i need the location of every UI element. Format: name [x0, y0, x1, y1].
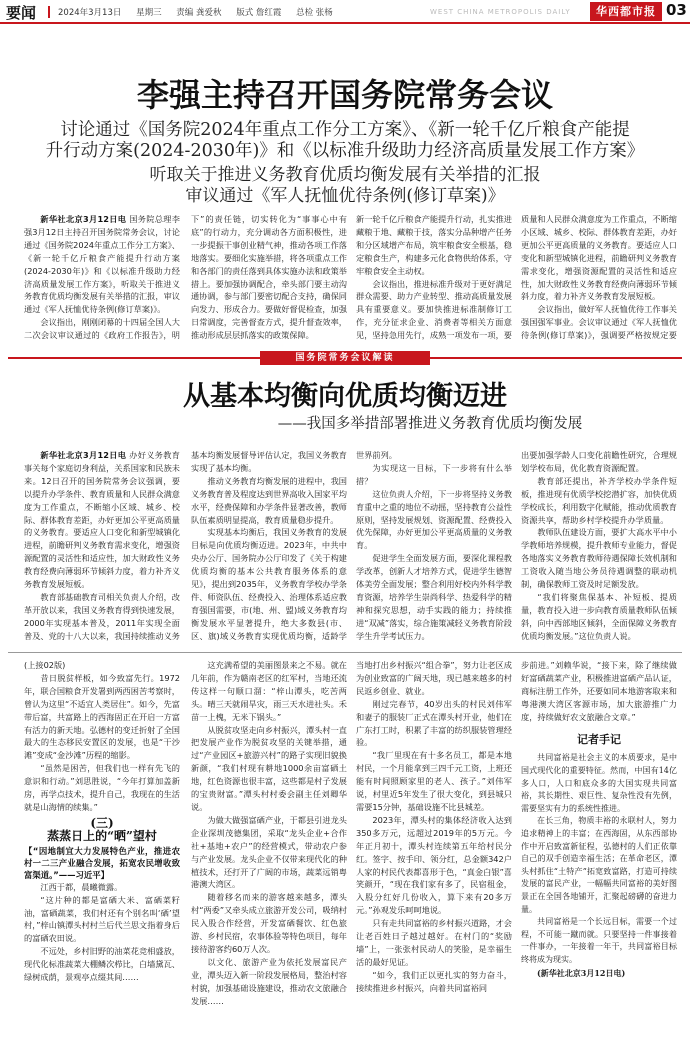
check-credit: 总检 张杨: [296, 8, 333, 18]
story3-col1-text: 昔日脱贫样板，如今致富先行。1972年，联合国粮食开发署到两西困苦考察时，曾认为这里“不适宜人类居住”。如今，先富带后富，共富路上的西海固正在开启一方富有活力的新天地。弘德村的变迁折射了全国最大的生态移民安置区的发展，也是“干沙滩”变成“金沙滩”历程的缩影。: [24, 672, 180, 761]
story3-col3c-text: “我厂里现在有十多名员工，都是本地村民，一个月能拿到三四千元工资，上班还能有时间照顾家里的老人、孩子。”刘伟军说，村里近5年发生了很大变化，到县城只需要15分钟，基础设施不比县城差。: [356, 750, 512, 812]
story3-column-1: [24, 659, 180, 1045]
story1-subhead-1: 讨论通过《国务院2024年重点工作分工方案》、《新一轮千亿斤粮食产能提: [60, 120, 630, 140]
story3-column-4: [521, 659, 677, 1045]
reporter-note-p1: 共同富裕是社会主义的本质要求，是中国式现代化的重要特征。然而，中国有14亿多人口，人口和底众多的大国实现共同富裕，其长期性、艰巨性、复杂性没有先例，需要坚实有力的系统性推进。: [521, 753, 677, 813]
section-title: 要闻: [6, 4, 37, 22]
masthead-english: WEST CHINA METROPOLIS DAILY: [430, 8, 571, 16]
story1-subhead-4: 审议通过《军人抚恤优待条例(修订草案)》: [185, 186, 505, 206]
story2-column-2: [191, 449, 347, 643]
reporter-note-p2: 在长三角，物质丰裕的永联村人，努力追求精神上的丰富；在西海固，从东西部协作中开启致富新征程，弘德村的人们正依靠自己的双手创造幸福生活；在革命老区，潭头村抓住“土特产”拓宽致富路，打造可持续发展的富民产业，一幅幅共同富裕的美好图景正在全国各地铺开，汇聚起磅礴的奋进力量。: [521, 816, 677, 914]
story2-col3d-text: 促进学生全面发展方面，要深化课程教学改革，创新人才培养方式，促进学生德智体美劳全面发展；整合利用好校内外科学教育资源，培养学生崇尚科学、热爱科学的精神和探究思想，动手实践的能力；持续推进“双减”落实，综合施策减轻义务教育阶段学生升学考试压力。: [356, 553, 512, 641]
story3-col2c-text: 为做大做强富硒产业，于都县引进龙头企业深圳茂德集团，采取“龙头企业+合作社+基地+农户”的经营模式，带动农户参与产业发展。龙头企业不仅带来现代化的种植技术，还打开了广阔的市场，蔬菜远销粤港澳大湾区。: [191, 814, 347, 890]
chapter-number: (三): [90, 815, 114, 830]
story3-col2-text: 这充满希望的美丽图景来之不易。就在几年前，作为赣南老区的红军村，当地还流传这样一句顺口溜：“梓山潭头，吃苦两头。晴三天就闹旱灾，雨三天水进社头。禾苗一上槐，无米下锅头。”: [191, 660, 347, 722]
story2-col3b-text: 为实现这一目标，下一步将有什么举措？: [356, 462, 512, 486]
story2-col2b-text: 推动义务教育均衡发展的进程中，我国义务教育普及程度达到世界高收入国家平均水平，经费保障和办学条件显著改善，教师队伍素质明显提高，教育质量稳步提升。: [191, 475, 347, 525]
story3-col1e-text: 不远处，乡村旧野的油菜花竞相盛放，现代化标准蔬菜大棚鳞次栉比，白墙黛瓦、绿树成荫，景观亭点缀其间……: [24, 946, 180, 983]
story3-col1d-text: “这片种的都是富硒大米、富硒菜籽油，富硒蔬菜，我们村还有个别名叫‘硒’望村，”梓山镇潭头村村兰后代兰思文指着身后的富硒农田说。: [24, 894, 180, 944]
masthead-info: [58, 6, 345, 18]
reporter-note-p3: 共同富裕是一个长远目标，需要一个过程，不可能一蹴而就。只要坚持一件事接着一件事办，一年接着一年干，共同富裕目标终将成为现实。: [521, 917, 677, 964]
band-label: 国务院常务会议解读: [260, 351, 430, 365]
issue-date: 2024年3月13日: [58, 8, 122, 18]
story3-col3d-text: 2023年，潭头村的集体经济收入达到350多万元，远超过2019年的5万元。今年正月初十，潭头村连续第五年给村民分红。签字、按手印、领分红，总金额342户人家的村民代表都喜形于色，“真金白银”喜笑颜开，“现在我们家有多了，民宿租金，入股分红好几份收入，算下来有20多万元。”孙观发乐呵呵地说。: [356, 814, 512, 916]
story3-col3-text: 当地打出乡村振兴“组合拳”，努力让老区成为创业致富的广阔天地，现已越来越多的村民返乡创业、就业。: [356, 660, 512, 696]
issue-weekday: 星期三: [136, 8, 162, 18]
chapter-lead-quote: 【“因地制宜大力发展特色产业，推进农村一二三产业融合发展，拓宽农民增收致富渠道。”——习近平】: [24, 845, 180, 880]
story1-column-3: [356, 213, 512, 344]
story2-col1b-text: 教育部基础教育司相关负责人介绍，改革开放以来，我国义务教育得到快速发展，2000年实现基本普及，2011年实现全面普及、党的十八大以来，我国持续推动义务: [24, 591, 180, 641]
story2-column-3: [356, 449, 512, 643]
page-number: 03: [666, 1, 687, 19]
story2-col4d-text: “我们将聚焦保基本、补短板、提质量，教育投入进一步向教育质量教师队伍倾斜，向中西部地区倾斜，全面保障义务教育优质均衡发展。”这位负责人说。: [521, 591, 677, 641]
chapter-subhead: 蒸蒸日上的“晒”望村: [47, 828, 157, 843]
story1-col3-text: 新一轮千亿斤粮食产能提升行动，扎实推进藏粮于地、藏粮于技，落实分品种增产任务和分区域增产布局，筑牢粮食安全根基，稳定粮食生产，构建多元化食物供给体系，守牢粮食安全主动权。: [356, 214, 512, 276]
story1-col1-text: 国务院总理李强3月12日主持召开国务院常务会议，讨论通过《国务院2024年重点工作分工方案》、《新一轮千亿斤粮食产能提升行动方案(2024-2030年)》和《以标准升级助力经济高质量发展工作方案》，听取关于推进义务教育优质均衡发展有关举措的汇报，审议通过《军人抚恤优待条例(修订草案)》。: [24, 214, 180, 315]
editor-credit: 责编 龚爱秋: [176, 8, 222, 18]
story1-col3b-text: 会议指出，推进标准升级对于更好满足群众需要、助力产业转型、推动高质量发展具有重要意义。要加快推进标准制修订工作，充分征求企业、消费者等相关方面意见，坚持急用先行，成熟一项发布一项，要: [356, 278, 512, 341]
story3-col1b-text: “虽然是困苦，但我们也一样有先飞的意识和行动。”刘思胜说，“今年打算加盖新房，再学点技术，提升自己，我现在的生活就是山海情的续集。”: [24, 763, 180, 812]
section-rule: [8, 652, 682, 653]
story2-column-1: [24, 449, 180, 643]
story2-col2c-text: 实现基本均衡后，我国义务教育的发展目标是向优质均衡迈进。2023年，中共中央办公厅、国务院办公厅印发了《关于构建优质均衡的基本公共教育服务体系的意见》，提出到2035年，义务教育学校办学条件、师资队伍、经费投入、治理体系适应教育强国需要，市(地、州、盟)域义务教育均衡发展水平显著提升，绝大多数县(市、区、旗)域义务教育实现优质均衡，适龄学: [191, 527, 347, 641]
reporter-note-signoff: (新华社北京3月12日电): [537, 967, 626, 978]
story2-col4b-text: 教育部还提出，补齐学校办学条件短板，推进现有优质学校挖潜扩容，加快优质学校成长，利用数字化赋能，推动优质教育资源共享，帮助乡村学校提升办学质量。: [521, 475, 677, 525]
layout-credit: 版式 詹红霞: [236, 8, 282, 18]
story1-column-1: [24, 213, 180, 344]
story1-subhead-2: 升行动方案(2024-2030年)》和《以标准升级助力经济高质量发展工作方案》: [45, 141, 645, 161]
story2-col2-text: 基本均衡发展督导评估认定，我国义务教育实现了基本均衡。: [191, 450, 347, 473]
story1-col2-text: 下”的责任链，切实转化为“事事心中有底”的行动力，充分调动各方面积极性，进一步提振干事创业精气神，推动各项工作落地落实。要细化实施举措，将各项重点工作和各部门的责任落到具体实施办法和政策举措上。要加强协调配合，牵头部门要主动沟通协调，参与部门要密切配合支持，确保同向发力、形成合力。要做好督促检查，加强日常调度，完善督查方式，提升督查效率，推动形成层层抓落实的政策保障。: [191, 214, 347, 341]
story3-column-3: [356, 659, 512, 1045]
story2-col3c-text: 这位负责人介绍，下一步将坚持义务教育重中之重的地位不动摇，坚持教育公益性原则，坚持发展规划、资源配置、经费投入优先保障，办好更加公平更高质量的义务教育。: [356, 488, 512, 551]
story2-col1-text: 办好义务教育事关每个家庭切身利益，关系国家和民族未来。12日召开的国务院常务会议强调，要以提升办学条件、教育质量和人民群众满意度为工作重点，不断缩小区域、城乡、校际、群体教育差距，办好更加公平更高质量的义务教育。要适应人口变化和新型城镇化进程，前瞻研判义务教育需求变化，增强资源配置的灵活性和适应性，加大财政性义务教育经费向薄弱环节倾斜力度，着力补齐义务教育发展短板。: [24, 450, 180, 590]
continued-marker: (上接02版): [24, 660, 66, 670]
story2-col3-text: 世界前列。: [356, 450, 397, 460]
reporter-note: [521, 752, 677, 979]
story1-headline: 李强主持召开国务院常务会议: [136, 76, 553, 114]
story1-col2b-text: [191, 342, 347, 344]
story3-col1c-text: 江西于都，晨曦微露。: [40, 881, 123, 892]
story2-column-4: [521, 449, 677, 643]
story3-col2b-text: 从脱贫攻坚走向乡村振兴，潭头村一直把发展产业作为脱贫攻坚的关键举措，通过“产业园区+旅游兴村”的路子实现旧貌换新颜，“我们村现有耕地1000余亩富硒土地，红色资源也很丰富，这些都是村子发展的宝贵财富。”潭头村村委会副主任刘卿华说。: [191, 724, 347, 812]
reporter-note-title: 记者手记: [577, 732, 621, 746]
story1-subhead-3: 听取关于推进义务教育优质均衡发展有关举措的汇报: [149, 165, 541, 185]
story3-col2d-text: 随着移名而来的游客越来越多，潭头村“两委”又牵头成立旅游开发公司，吸纳村民入股合作经营，开发富硒餐饮、红色旅游、乡村民宿，农事体验等特色项目，每年接待游客约60万人次。: [191, 892, 347, 954]
story3-col3e-text: 只有走共同富裕的乡村振兴道路，才会让老百姓日子越过越好。在村门的“奖励墙”上，一张张村民动人的笑脸，是幸福生活的最好见证。: [356, 918, 512, 967]
story3-column-2: [191, 659, 347, 1045]
masthead-divider: [48, 6, 50, 18]
story1-col4b-text: 会议指出，做好军人抚恤优待工作事关强国强军事业。会议审议通过《军人抚恤优待条例(修订草案)》，强调要严格按规定要: [521, 304, 677, 341]
story3-col4-text: 步前进。”刘赖华说，“接下来，除了继续做好富硒蔬菜产业，积极推进富硒产品认证，商标注册工作外，还要如同本地游客取来和粤港澳大湾区客源市场，加大旅游推广力度，持续做好农文旅融合文章。”: [521, 660, 677, 722]
story2-dateline: 新华社北京3月12日电: [40, 450, 127, 460]
story3-col3f-text: “如今，我们正以更扎实的努力奋斗，接续推进乡村振兴，向着共同富裕同: [356, 969, 512, 993]
story2-subhead: ——我国多举措部署推进义务教育优质均衡发展: [277, 416, 583, 432]
story3-col3b-text: 刚过完春节，40岁出头的村民刘伟军和妻子的服装厂正式在潭头村开业，他们在广东打工时，积累了丰富的纺织服装管理经验。: [356, 698, 512, 748]
story1-column-2: [191, 213, 347, 344]
story1-dateline: 新华社北京3月12日电: [40, 214, 127, 224]
story2-headline: 从基本均衡向优质均衡迈进: [183, 381, 507, 412]
newspaper-logo: 华西都市报: [590, 2, 662, 21]
story2-col4-text: 出要加强学龄人口变化前瞻性研究，合理规划学校布局，优化教育资源配置。: [521, 450, 677, 473]
story1-col4-text: 质量和人民群众满意度为工作重点，不断缩小区域、城乡、校际、群体教育差距，办好更加公平更高质量的义务教育。要适应人口变化和新型城镇化进程，前瞻研判义务教育需求变化，增强资源配置的灵活性和适应性，加大财政性义务教育经费向薄弱环节倾斜力度，着力补齐义务教育发展短板。: [521, 214, 677, 302]
story1-col1b-text: 会议指出，刚刚闭幕的十四届全国人大二次会议审议通过的《政府工作报告》，明: [24, 317, 180, 341]
story1-column-4: [521, 213, 677, 344]
story3-col2e-text: 以文化、旅游产业为依托发展富民产业，潭头迈入新一阶段发展格局，整治村容村貌，加强基础设施建设，推动农文旅融合发展……: [191, 956, 347, 1006]
story2-col4c-text: 教师队伍建设方面，要扩大高水平中小学教师培养规模，提升教师专业能力，督促各地落实义务教育教师待遇保障长效机制和工资收入随当地公务员待遇调整的联动机制，确保教师工资及时足额发放。: [521, 527, 677, 590]
commentary-band: [8, 351, 682, 365]
